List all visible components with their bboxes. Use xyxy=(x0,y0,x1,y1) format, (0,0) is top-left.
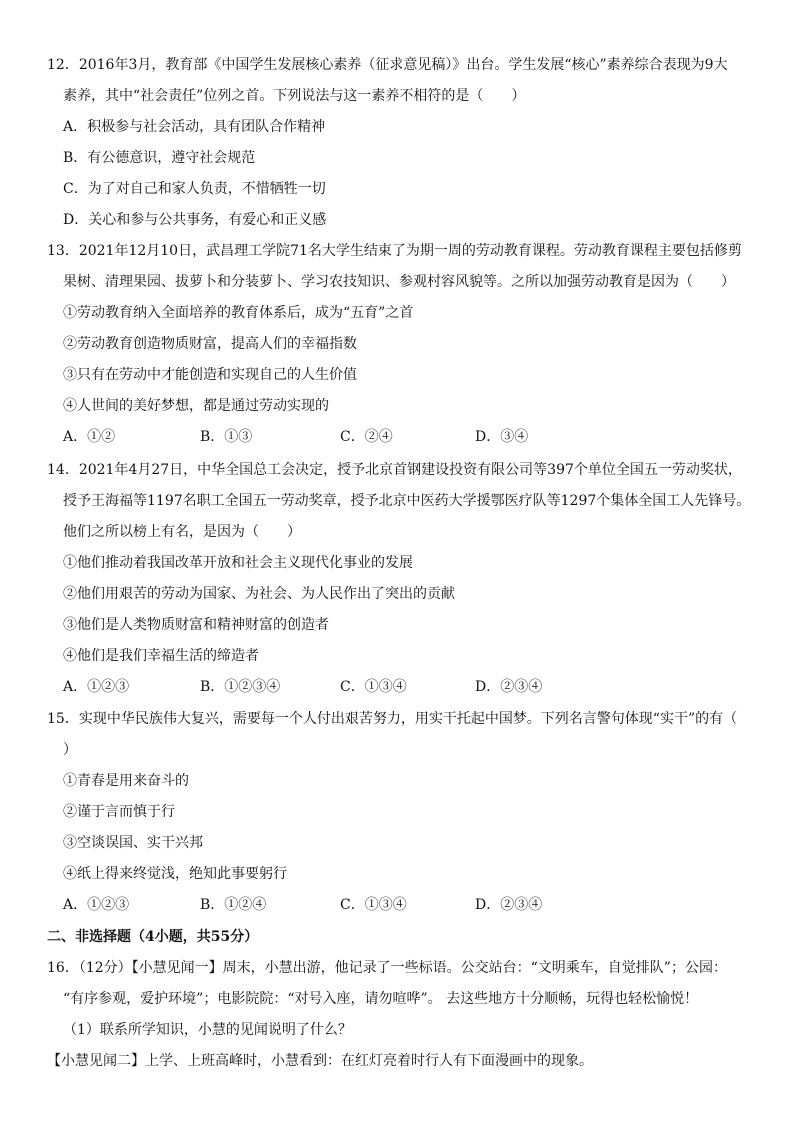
q15-item-1: ①青春是用来奋斗的 xyxy=(63,773,189,789)
q14-choice-c: C．①③④ xyxy=(340,679,407,695)
q12-option-d: D．关心和参与公共事务，有爱心和正义感 xyxy=(63,212,327,228)
q13-item-3: ③只有在劳动中才能创造和实现自己的人生价值 xyxy=(63,367,357,383)
q14-stem-line1: 14．2021年4月27日，中华全国总工会决定，授予北京首钢建设投资有限公司等397个单位全国五一劳动奖状， xyxy=(47,462,742,478)
q16-stem-line1: 16．（12分）【小慧见闻一】周末，小慧出游，他记录了一些标语。公交站台：“文明乘车，自觉排队”；公园： xyxy=(47,960,727,976)
q14-item-3: ③他们是人类物质财富和精神财富的创造者 xyxy=(63,617,329,633)
q13-stem-line1: 13．2021年12月10日，武昌理工学院71名大学生结束了为期一周的劳动教育课程。劳动教育课程主要包括修剪 xyxy=(47,243,742,259)
q13-stem-line2: 果树、清理果园、拔萝卜和分装萝卜、学习农技知识、参观村容风貌等。之所以加强劳动教育是因为（ ） xyxy=(63,274,735,290)
q14-choice-a: A．①②③ xyxy=(63,679,130,695)
q13-item-4: ④人世间的美好梦想，都是通过劳动实现的 xyxy=(63,398,329,414)
q12-stem-line2: 素养，其中“社会责任”位列之首。下列说法与这一素养不相符的是（ ） xyxy=(63,88,526,104)
q15-choice-a: A．①②③ xyxy=(63,897,130,913)
q16-stem-line2: “有序参观，爱护环境”；电影院院：“对号入座，请勿喧哗”。 去这些地方十分顺畅，玩得也轻松愉悦！ xyxy=(63,991,699,1007)
q15-choice-d: D．②③④ xyxy=(475,897,543,913)
q16-subquestion-1: （1）联系所学知识，小慧的见闻说明了什么？ xyxy=(63,1022,352,1038)
q15-stem-line1: 15．实现中华民族伟大复兴，需要每一个人付出艰苦努力，用实干托起中国梦。下列名言警句体现“实干”的有（ xyxy=(47,711,738,727)
q13-choice-b: B．①③ xyxy=(200,429,253,445)
q13-choice-a: A．①② xyxy=(63,429,116,445)
q12-option-c: C．为了对自己和家人负责，不惜牺牲一切 xyxy=(63,181,326,197)
q13-choice-c: C．②④ xyxy=(340,429,393,445)
section-heading: 二、非选择题（4小题，共55分） xyxy=(47,929,259,945)
q16-stem-line3: 【小慧见闻二】上学、上班高峰时，小慧看到：在红灯亮着时行人有下面漫画中的现象。 xyxy=(47,1053,593,1069)
q15-choice-b: B．①②④ xyxy=(200,897,267,913)
q14-item-4: ④他们是我们幸福生活的缔造者 xyxy=(63,648,259,664)
q13-item-1: ①劳动教育纳入全面培养的教育体系后，成为“五育”之首 xyxy=(63,305,414,321)
q12-option-a: A．积极参与社会活动，具有团队合作精神 xyxy=(63,119,326,135)
q14-choice-d: D．②③④ xyxy=(475,679,543,695)
q15-item-4: ④纸上得来终觉浅，绝知此事要躬行 xyxy=(63,866,287,882)
q15-item-3: ③空谈误国、实干兴邦 xyxy=(63,835,203,851)
q14-item-1: ①他们推动着我国改革开放和社会主义现代化事业的发展 xyxy=(63,555,413,571)
q13-item-2: ②劳动教育创造物质财富，提高人们的幸福指数 xyxy=(63,336,357,352)
q15-item-2: ②谨于言而慎于行 xyxy=(63,804,175,820)
q14-stem-line2: 授予王海福等1197名职工全国五一劳动奖章，授予北京中医药大学援鄂医疗队等1297个集体全国工人先锋号。 xyxy=(63,493,751,509)
q14-item-2: ②他们用艰苦的劳动为国家、为社会、为人民作出了突出的贡献 xyxy=(63,586,455,602)
q14-stem-line3: 他们之所以榜上有名，是因为（ ） xyxy=(63,524,301,540)
q13-choice-d: D．③④ xyxy=(475,429,529,445)
q14-choice-b: B．①②③④ xyxy=(200,679,281,695)
q12-stem-line1: 12．2016年3月，教育部《中国学生发展核心素养（征求意见稿）》出台。学生发展“核心”素养综合表现为9大 xyxy=(47,57,728,73)
q15-stem-line2: ） xyxy=(63,742,77,758)
q12-option-b: B．有公德意识，遵守社会规范 xyxy=(63,150,256,166)
q15-choice-c: C．①③④ xyxy=(340,897,407,913)
